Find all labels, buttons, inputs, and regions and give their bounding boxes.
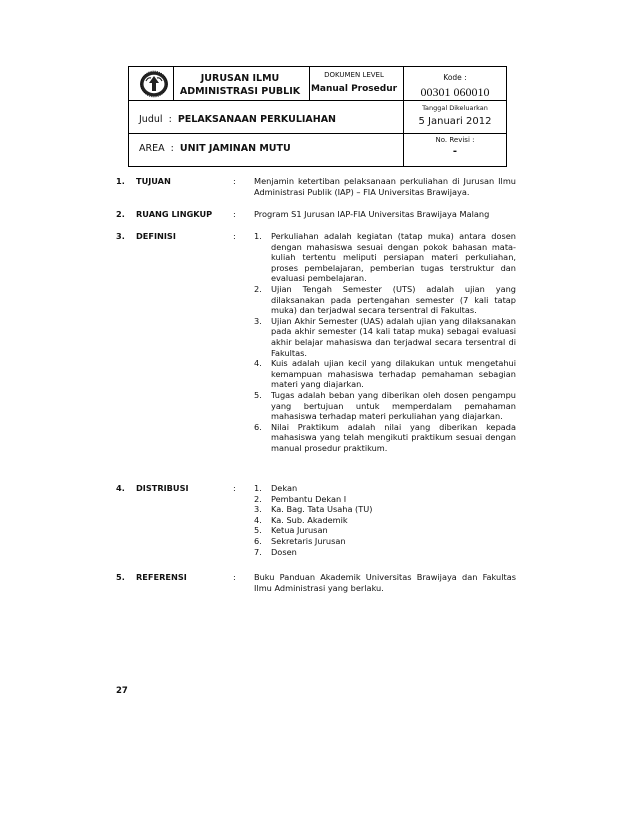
header-divider	[403, 67, 404, 167]
judul-row	[139, 114, 336, 125]
ruang-lingkup-text: Program S1 Jurusan IAP-FIA Universitas Brawijaya Malang	[254, 209, 490, 219]
section-number: 5.	[116, 572, 125, 582]
area-row	[139, 143, 291, 154]
list-item	[254, 284, 516, 316]
doc-level-label: DOKUMEN LEVEL	[324, 71, 384, 79]
item-text: Ketua Jurusan	[271, 525, 328, 536]
section-number: 4.	[116, 483, 125, 493]
list-item	[254, 358, 516, 390]
judul-separator: :	[168, 114, 172, 125]
section-title: DEFINISI	[136, 231, 176, 241]
area-value: UNIT JAMINAN MUTU	[179, 143, 291, 154]
item-number: 2.	[254, 493, 262, 504]
item-number: 4.	[254, 514, 262, 525]
section-body	[254, 231, 516, 453]
item-text: Dosen	[271, 546, 297, 557]
tanggal-label: Tanggal Dikeluarkan	[422, 104, 488, 112]
item-text: Tugas adalah beban yang diberikan oleh dosen pengampu yang bertujuan untuk memperdalam pemahaman mahasiswa terhadap materi perkuliahan yang diajarkan.	[271, 389, 516, 422]
item-text: Dekan	[271, 483, 298, 493]
header-divider	[129, 133, 507, 134]
document-header	[128, 66, 507, 167]
list-item	[254, 231, 516, 284]
item-number: 7.	[254, 546, 262, 557]
item-text: Ujian Tengah Semester (UTS) adalah ujian yang dilaksanakan pada pertengahan semester (7 kali tatap muka) dan terjadwal secara tersentral di Fakultas.	[271, 283, 516, 316]
judul-value: PELAKSANAAN PERKULIAHAN	[177, 114, 337, 125]
list-item	[254, 515, 516, 526]
section-number: 1.	[116, 176, 125, 186]
referensi-text: Buku Panduan Akademik Universitas Brawijaya dan Fakultas Ilmu Administrasi yang berlaku.	[254, 572, 516, 593]
section-title: RUANG LINGKUP	[136, 209, 213, 219]
judul-label: Judul	[139, 114, 163, 125]
item-number: 3.	[254, 315, 262, 326]
kode-label: Kode :	[443, 73, 467, 82]
section-body	[254, 176, 516, 197]
item-number: 6.	[254, 535, 262, 546]
section-body	[254, 209, 516, 220]
section-colon: :	[233, 483, 236, 493]
doc-level-value: Manual Prosedur	[310, 84, 398, 94]
section-title: DISTRIBUSI	[136, 483, 189, 493]
list-item	[254, 483, 516, 494]
area-label: AREA	[139, 143, 165, 154]
list-item	[254, 536, 516, 547]
header-divider	[129, 100, 507, 101]
item-number: 6.	[254, 421, 262, 432]
section-colon: :	[233, 176, 236, 186]
kode-value: 00301 060010	[420, 85, 490, 99]
list-item	[254, 316, 516, 358]
department-line-1: JURUSAN ILMU	[200, 73, 280, 84]
item-number: 1.	[254, 231, 262, 241]
section-number: 3.	[116, 231, 125, 241]
list-item	[254, 390, 516, 422]
item-number: 4.	[254, 358, 262, 369]
list-item	[254, 504, 516, 515]
definisi-list	[254, 231, 516, 453]
item-text: Sekretaris Jurusan	[271, 535, 346, 546]
item-number: 5.	[254, 525, 262, 536]
list-item	[254, 494, 516, 505]
list-item	[254, 422, 516, 454]
revisi-value: -	[452, 146, 458, 157]
section-number: 2.	[116, 209, 125, 219]
section-colon: :	[233, 231, 236, 241]
list-item	[254, 547, 516, 558]
distribusi-list	[254, 483, 516, 557]
item-number: 3.	[254, 504, 262, 515]
item-text: Ka. Sub. Akademik	[271, 514, 348, 525]
section-title: TUJUAN	[136, 176, 171, 186]
area-separator: :	[170, 143, 174, 154]
section-colon: :	[233, 572, 236, 582]
item-number: 1.	[254, 483, 262, 493]
revisi-label: No. Revisi :	[435, 136, 475, 144]
tujuan-text: Menjamin ketertiban pelaksanaan perkuliahan di Jurusan Ilmu Administrasi Publik (IAP) – FIA Universitas Brawijaya.	[254, 176, 516, 197]
item-text: Ka. Bag. Tata Usaha (TU)	[271, 504, 373, 515]
item-text: Kuis adalah ujian kecil yang dilakukan untuk mengetahui kemampuan mahasiswa terhadap pemahaman sebagian materi yang diajarkan.	[271, 358, 516, 390]
page-number: 27	[116, 686, 128, 696]
section-body	[254, 572, 516, 593]
item-number: 5.	[254, 389, 262, 400]
item-text: Ujian Akhir Semester (UAS) adalah ujian yang dilaksanakan pada akhir semester (14 kali tatap muka) sebagai evaluasi akhir belajar mahasiswa dan terjadwal secara tersentral di Fakultas.	[271, 315, 516, 358]
section-title: REFERENSI	[136, 572, 187, 582]
university-logo	[135, 69, 173, 99]
item-number: 2.	[254, 283, 262, 294]
section-colon: :	[233, 209, 236, 219]
department-line-2: ADMINISTRASI PUBLIK	[179, 86, 301, 97]
list-item	[254, 525, 516, 536]
item-text: Perkuliahan adalah kegiatan (tatap muka) antara dosen dengan mahasiswa sesuai dengan pokok bahasan mata-kuliah tertentu meliputi persiapan materi perkuliahan, proses pembelajaran, pemberian tugas terstruktur dan evaluasi pembelajaran.	[271, 231, 516, 284]
tanggal-value: 5 Januari 2012	[418, 116, 492, 127]
item-text: Pembantu Dekan I	[271, 493, 347, 504]
section-body	[254, 483, 516, 557]
item-text: Nilai Praktikum adalah nilai yang diberikan kepada mahasiswa yang telah mengikuti praktikum sesuai dengan manual prosedur praktikum.	[271, 421, 516, 453]
department-name	[173, 72, 307, 98]
